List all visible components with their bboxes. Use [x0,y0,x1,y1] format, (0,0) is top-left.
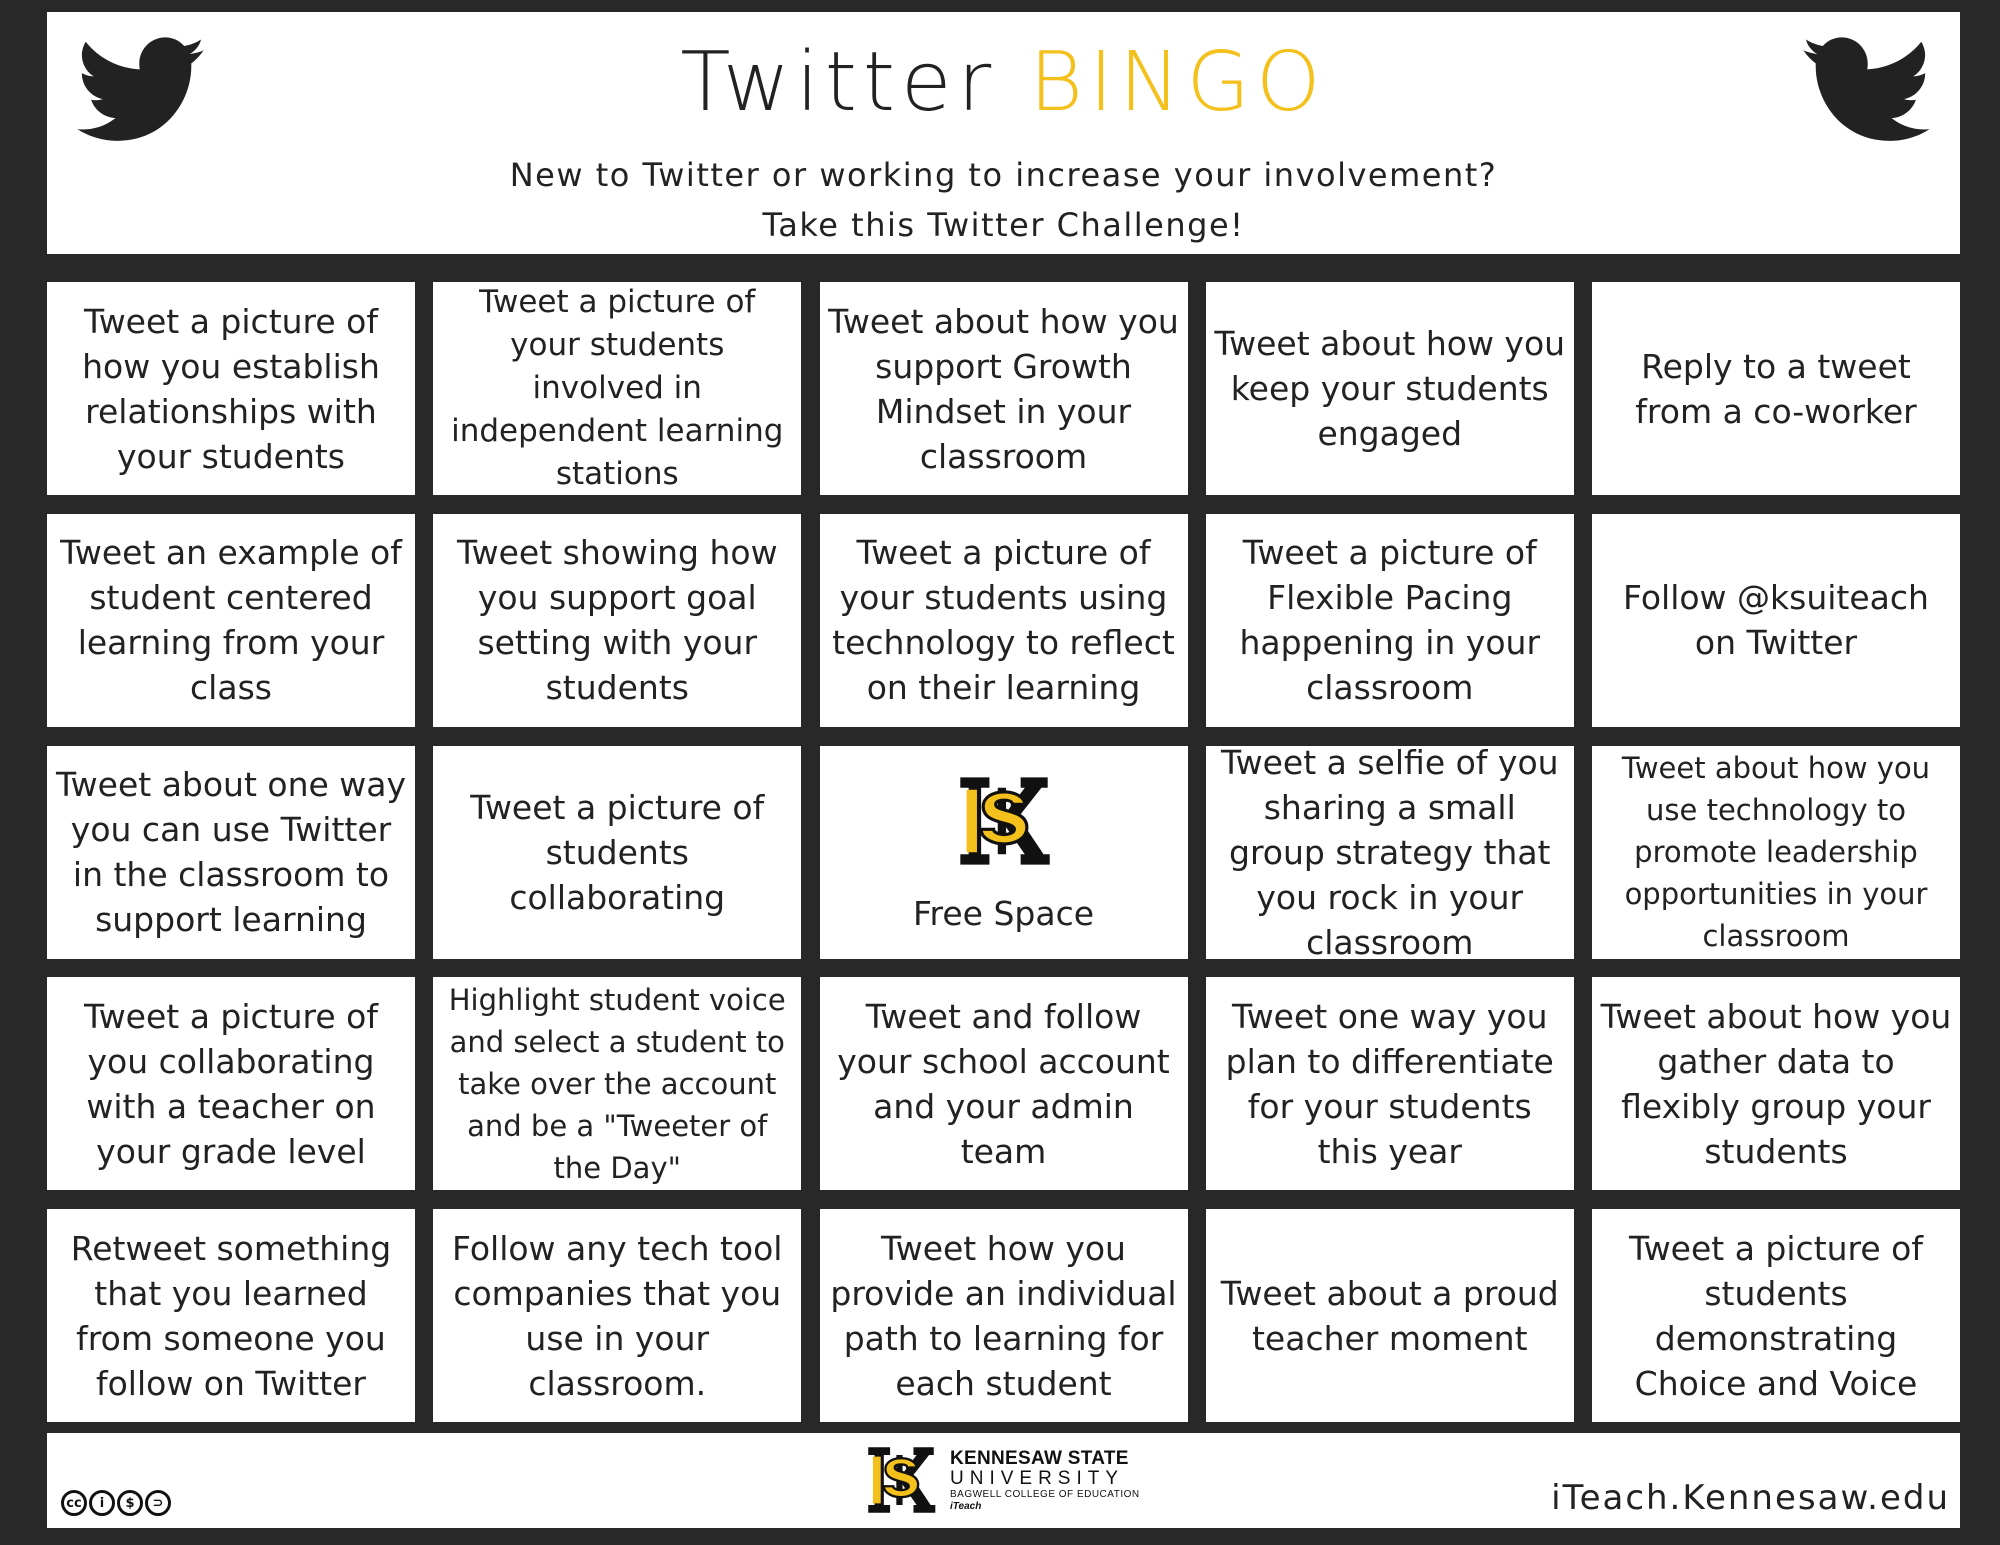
page-title [47,35,1960,130]
bingo-cell[interactable] [47,514,415,727]
website-url[interactable]: iTeach.Kennesaw.edu [1551,1478,1950,1518]
bingo-cell-text: Tweet a picture of students demonstrating Choice and Voice [1629,1228,1923,1403]
title-main: Twitter [680,35,998,130]
bingo-cell-text: Highlight student voice and select a student to take over the account and be a "Tweeter of the Day" [448,982,786,1185]
bingo-cell-text: Tweet a picture of students collaborating [470,787,765,917]
bingo-cell-text: Tweet about how you keep your students engaged [1214,324,1566,453]
bingo-cell-text: Retweet something that you learned from someone you follow on Twitter [70,1228,392,1403]
cc-icon: cc [61,1490,87,1516]
bingo-cell[interactable] [1206,282,1574,495]
university-word: UNIVERSITY [950,1467,1125,1489]
bingo-cell-text: Tweet about one way you can use Twitter in the classroom to support learning [55,765,407,939]
university-name: KENNESAW STATE [950,1447,1129,1469]
bingo-cell[interactable] [820,977,1188,1190]
bingo-cell[interactable] [1592,1209,1960,1422]
subtitle-line-2: Take this Twitter Challenge! [762,206,1245,244]
creative-commons-icon [61,1490,171,1516]
subtitle-line-1: New to Twitter or working to increase your involvement? [509,156,1498,194]
bingo-cell[interactable] [1206,742,1574,962]
ksu-logo-icon [862,1441,940,1519]
bingo-cell[interactable] [1592,977,1960,1190]
bingo-cell-text: Tweet showing how you support goal setting with your students [456,533,778,708]
ksu-logo-icon [949,769,1059,873]
bingo-cell-text: Tweet and follow your school account and your admin team [837,996,1170,1171]
bingo-cell[interactable] [820,514,1188,727]
ksu-wordmark [950,1449,1140,1512]
bingo-cell[interactable] [820,1209,1188,1422]
bingo-cell-text: Tweet a picture of you collaborating with a teacher on your grade level [84,996,378,1171]
bingo-cell-text: Reply to a tweet from a co-worker [1635,346,1917,431]
ksu-brand [862,1441,1140,1519]
bingo-cell-text: Tweet how you provide an individual path to learning for each student [830,1228,1177,1403]
bingo-cell[interactable] [1592,514,1960,727]
bingo-cell-text: Tweet a selfie of you sharing a small group strategy that you rock in your classroom [1220,742,1559,962]
bingo-cell-text: Tweet about a proud teacher moment [1220,1273,1559,1358]
bingo-cell[interactable] [1206,977,1574,1190]
bingo-cell-text: Tweet an example of student centered learning from your class [60,533,402,708]
bingo-cell-text: Tweet about how you support Growth Mindset in your classroom [828,301,1179,476]
bingo-cell-text: Follow @ksuiteach on Twitter [1623,578,1929,663]
by-icon: i [89,1490,115,1516]
bingo-cell-text: Tweet a picture of Flexible Pacing happening in your classroom [1239,533,1541,708]
bingo-cell[interactable] [433,1209,801,1422]
nc-icon: $ [117,1490,143,1516]
bingo-cell[interactable] [47,746,415,959]
free-space-cell[interactable] [820,746,1188,959]
bingo-cell[interactable] [1592,282,1960,495]
bingo-cell-text: Tweet about how you use technology to promote leadership opportunities in your classroom [1621,751,1931,953]
footer [47,1433,1960,1528]
bingo-cell[interactable] [1592,746,1960,959]
bingo-cell-text: Tweet a picture of your students involved in independent learning stations [451,284,784,492]
bingo-grid [47,282,1960,1418]
bingo-cell[interactable] [433,977,801,1190]
bingo-cell-text: Tweet a picture of your students using technology to reflect on their learning [832,533,1175,708]
college-name: BAGWELL COLLEGE OF EDUCATION [950,1488,1140,1500]
bingo-cell[interactable] [433,746,801,959]
bingo-cell[interactable] [820,282,1188,495]
bingo-cell-text: Tweet one way you plan to differentiate for your students this year [1225,996,1554,1171]
header-banner [47,12,1960,254]
bingo-cell[interactable] [47,977,415,1190]
title-bingo: BINGO [1029,35,1327,130]
bingo-cell[interactable] [433,514,801,727]
program-name: iTeach [950,1500,982,1512]
bingo-cell[interactable] [47,282,415,495]
bingo-cell-text: Tweet about how you gather data to flexibly group your students [1600,996,1952,1171]
free-space-label: Free Space [912,893,1095,933]
bingo-cell-text: Tweet a picture of how you establish relationships with your students [82,301,380,476]
bingo-cell[interactable] [1206,1209,1574,1422]
bingo-cell[interactable] [47,1209,415,1422]
bingo-cell-text: Follow any tech tool companies that you use in your classroom. [452,1228,783,1403]
bingo-cell[interactable] [1206,514,1574,727]
bingo-cell[interactable] [433,282,801,495]
subtitle [47,150,1960,250]
sa-icon: ⊃ [145,1490,171,1516]
